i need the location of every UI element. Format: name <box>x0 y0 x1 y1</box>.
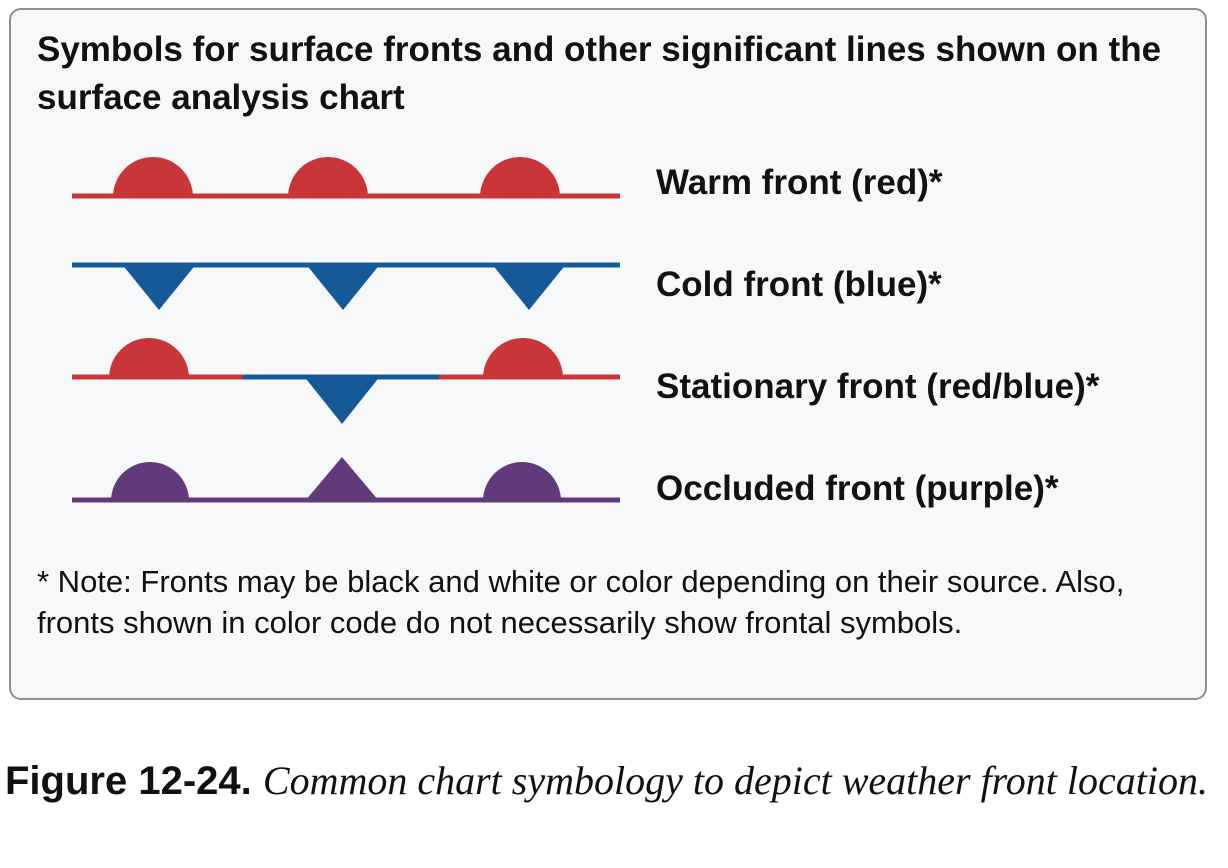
occluded-front-label: Occluded front (purple)* <box>656 469 1059 508</box>
figure-number: Figure 12-24. <box>5 759 252 803</box>
legend-note: * Note: Fronts may be black and white or color depending on their source. Also, fronts shown in color code do not necessarily show frontal symbols. <box>37 564 1125 640</box>
cold-front-label: Cold front (blue)* <box>656 265 942 304</box>
stationary-front-semicircle <box>109 338 189 378</box>
stationary-front-semicircle <box>483 338 563 378</box>
warm-front-label: Warm front (red)* <box>656 163 943 202</box>
occluded-front-triangle <box>305 457 379 501</box>
occluded-front-symbol <box>72 457 620 501</box>
occluded-front-semicircle <box>483 462 561 501</box>
stationary-front-label: Stationary front (red/blue)* <box>656 367 1100 406</box>
stationary-front-triangle <box>303 375 381 424</box>
cold-front-symbol <box>72 263 620 310</box>
cold-front-triangle <box>491 263 567 310</box>
warm-front-semicircle <box>113 157 193 197</box>
stationary-front-symbol <box>72 338 620 424</box>
occluded-front-semicircle <box>111 462 189 501</box>
figure-caption-text: Common chart symbology to depict weather front location. <box>262 758 1208 803</box>
cold-front-triangle <box>121 263 197 310</box>
figure-caption <box>5 748 1220 814</box>
warm-front-semicircle <box>288 157 368 197</box>
cold-front-triangle <box>305 263 381 310</box>
legend-title: Symbols for surface fronts and other significant lines shown on the surface analysis chart <box>37 30 1162 117</box>
warm-front-symbol <box>72 157 620 197</box>
warm-front-semicircle <box>480 157 560 197</box>
